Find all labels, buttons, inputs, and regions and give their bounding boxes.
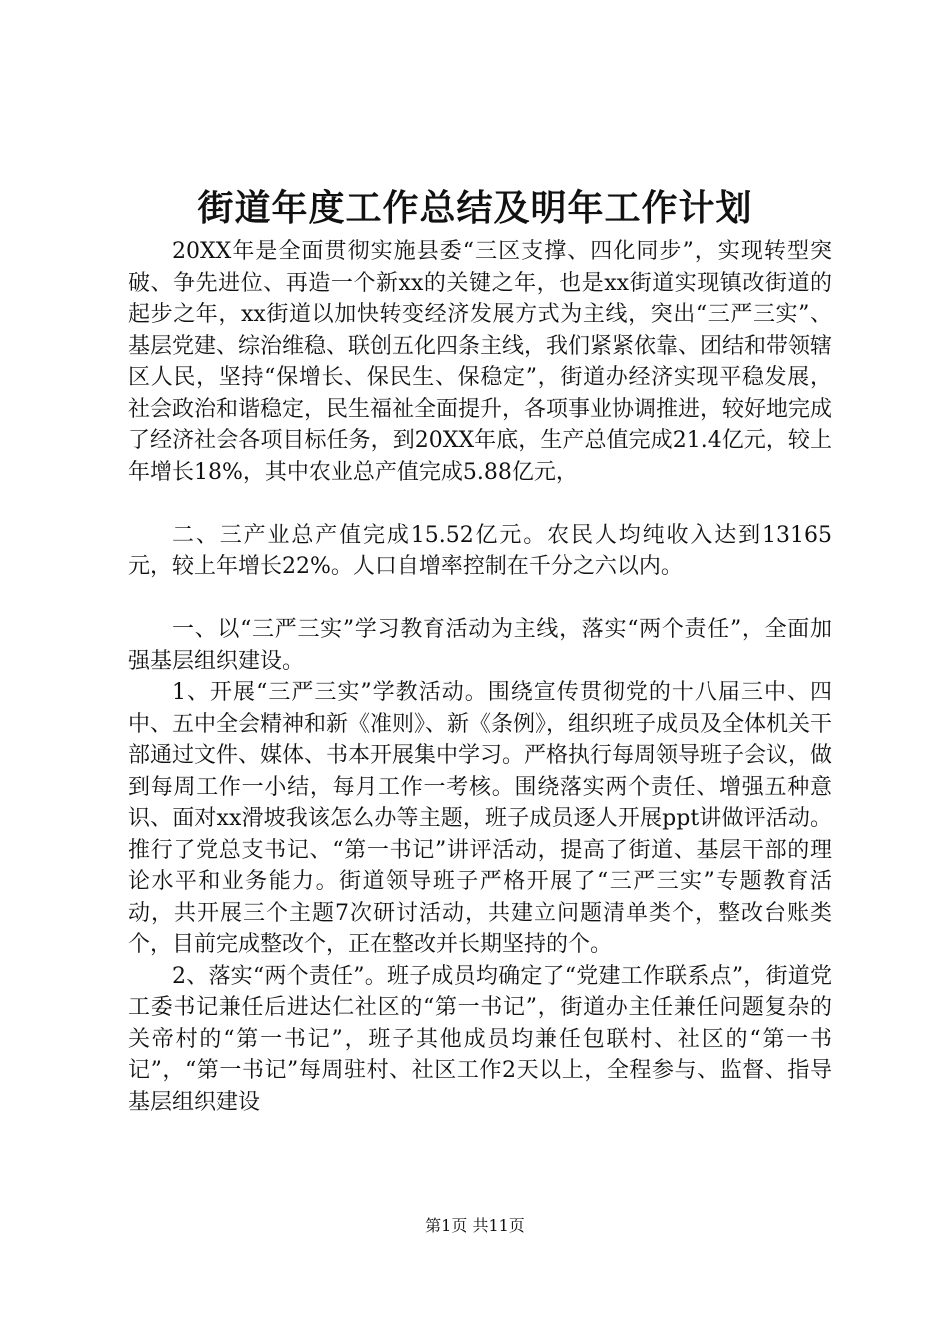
paragraph-gap — [128, 583, 832, 615]
document-body — [128, 236, 832, 1118]
section-heading-1: 一、以“三严三实”学习教育活动为主线，落实“两个责任”，全面加强基层组织建设。 — [128, 617, 832, 674]
paragraph-intro: 20XX年是全面贯彻实施县委“三区支撑、四化同步”，实现转型突破、争先进位、再造一个新xx的关键之年，也是xx街道实现镇改街道的起步之年，xx街道以加快转变经济发展方式为主线，突出“三严三实”、基层党建、综治维稳、联创五化四条主线，我们紧紧依靠、团结和带领辖区人民，坚持“保增长、保民生、保稳定”，街道办经济实现平稳发展，社会政治和谐稳定，民生福祉全面提升，各项事业协调推进，较好地完成了经济社会各项目标任务，到20XX年底，生产总值完成21.4亿元，较上年增长18%，其中农业总产值完成5.88亿元， — [128, 239, 833, 485]
paragraph-output: 二、三产业总产值完成15.52亿元。农民人均纯收入达到13165元，较上年增长22%。人口自增率控制在千分之六以内。 — [128, 522, 832, 579]
page-footer: 第1页 共11页 — [425, 1216, 525, 1235]
paragraph-gap — [128, 488, 832, 520]
document-title: 街道年度工作总结及明年工作计划 — [197, 187, 753, 229]
paragraph-item-2: 2、落实“两个责任”。班子成员均确定了“党建工作联系点”，街道党工委书记兼任后进达仁社区的“第一书记”，街道办主任兼任问题复杂的关帝村的“第一书记”，班子其他成员均兼任包联村、社区的“第一书记”，“第一书记”每周驻村、社区工作2天以上，全程参与、监督、指导基层组织建设 — [128, 963, 832, 1115]
paragraph-item-1: 1、开展“三严三实”学教活动。围绕宣传贯彻党的十八届三中、四中、五中全会精神和新《准则》、新《条例》，组织班子成员及全体机关干部通过文件、媒体、书本开展集中学习。严格执行每周领导班子会议，做到每周工作一小结，每月工作一考核。围绕落实两个责任、增强五种意识、面对xx滑坡我该怎么办等主题，班子成员逐人开展ppt讲做评活动。推行了党总支书记、“第一书记”讲评活动，提高了街道、基层干部的理论水平和业务能力。街道领导班子严格开展了“三严三实”专题教育活动，共开展三个主题7次研讨活动，共建立问题清单类个，整改台账类个，目前完成整改个，正在整改并长期坚持的个。 — [128, 680, 833, 957]
